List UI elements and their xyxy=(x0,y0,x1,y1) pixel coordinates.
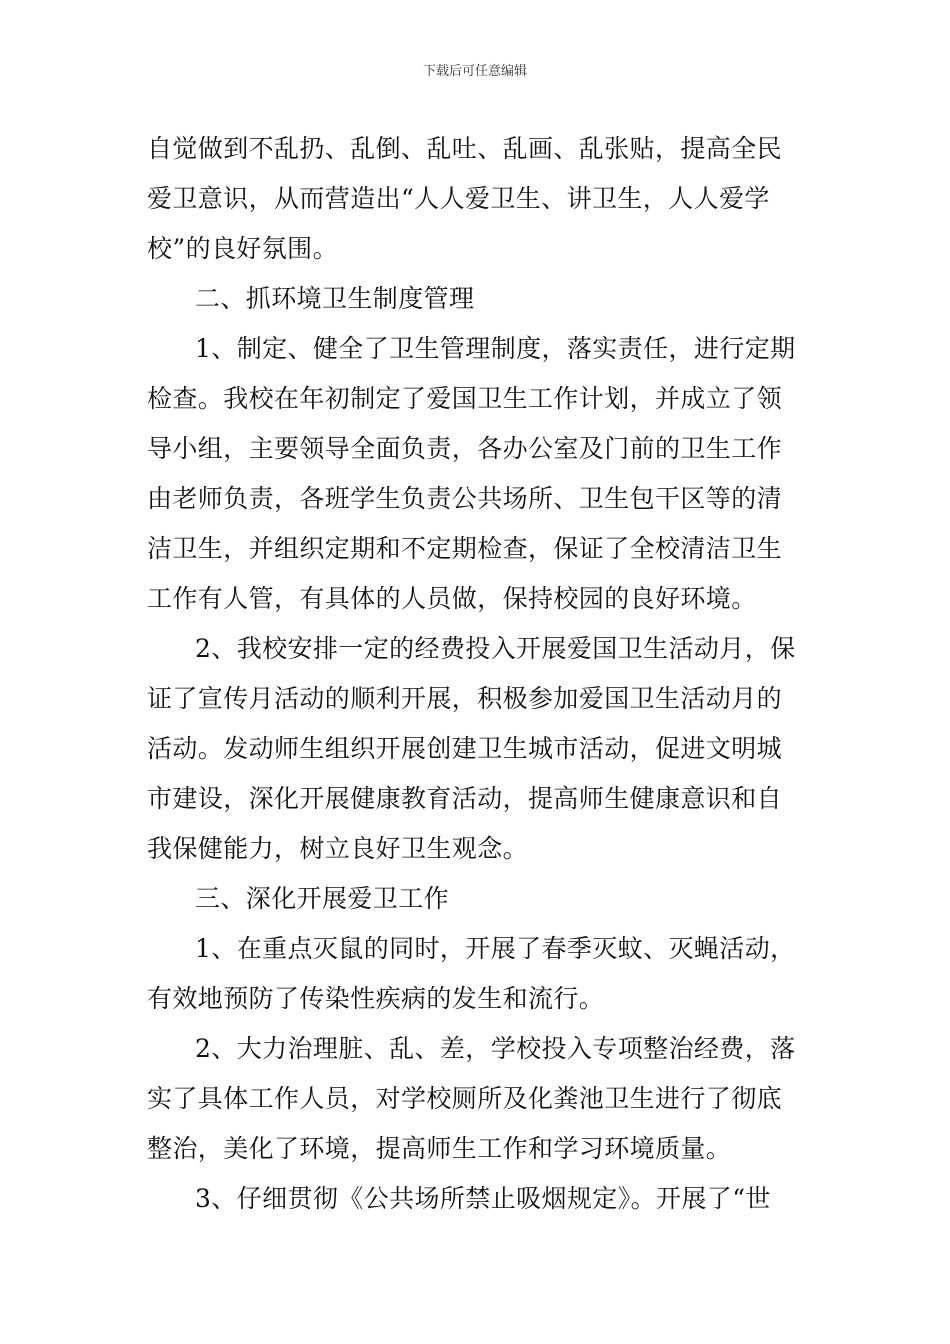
text-line: 1、制定、健全了卫生管理制度，落实责任，进行定期 xyxy=(195,334,796,363)
text-line: 有效地预防了传染性疾病的发生和流行。 xyxy=(147,984,605,1013)
text-line: 我保健能力，树立良好卫生观念。 xyxy=(147,834,529,863)
text-line: 1、在重点灭鼠的同时，开展了春季灭蚊、灭蝇活动， xyxy=(195,934,796,963)
text-line: 自觉做到不乱扔、乱倒、乱吐、乱画、乱张贴，提高全民 xyxy=(147,134,783,163)
text-line: 活动。发动师生组织开展创建卫生城市活动，促进文明城 xyxy=(147,734,783,763)
section-heading: 三、深化开展爱卫工作 xyxy=(195,884,450,913)
section-heading: 二、抓环境卫生制度管理 xyxy=(195,284,475,313)
text-line: 检查。我校在年初制定了爱国卫生工作计划，并成立了领 xyxy=(147,384,783,413)
document-body xyxy=(147,124,812,1224)
page-header-note: 下载后可任意编辑 xyxy=(422,64,527,79)
text-line: 3、仔细贯彻《公共场所禁止吸烟规定》。开展了“世 xyxy=(195,1184,771,1213)
text-line: 由老师负责，各班学生负责公共场所、卫生包干区等的清 xyxy=(147,484,783,513)
text-line: 证了宣传月活动的顺利开展，积极参加爱国卫生活动月的 xyxy=(147,684,783,713)
text-line: 洁卫生，并组织定期和不定期检查，保证了全校清洁卫生 xyxy=(147,534,783,563)
text-line: 2、大力治理脏、乱、差，学校投入专项整治经费，落 xyxy=(195,1034,796,1063)
text-line: 工作有人管，有具体的人员做，保持校园的良好环境。 xyxy=(147,584,757,613)
text-line: 导小组，主要领导全面负责，各办公室及门前的卫生工作 xyxy=(147,434,783,463)
text-line: 校”的良好氛围。 xyxy=(147,234,338,263)
text-line: 整治，美化了环境，提高师生工作和学习环境质量。 xyxy=(147,1134,732,1163)
text-line: 实了具体工作人员，对学校厕所及化粪池卫生进行了彻底 xyxy=(147,1084,783,1113)
text-line: 市建设，深化开展健康教育活动，提高师生健康意识和自 xyxy=(147,784,783,813)
text-line: 2、我校安排一定的经费投入开展爱国卫生活动月，保 xyxy=(195,634,796,663)
text-line: 爱卫意识，从而营造出“人人爱卫生、讲卫生，人人爱学 xyxy=(147,184,770,213)
